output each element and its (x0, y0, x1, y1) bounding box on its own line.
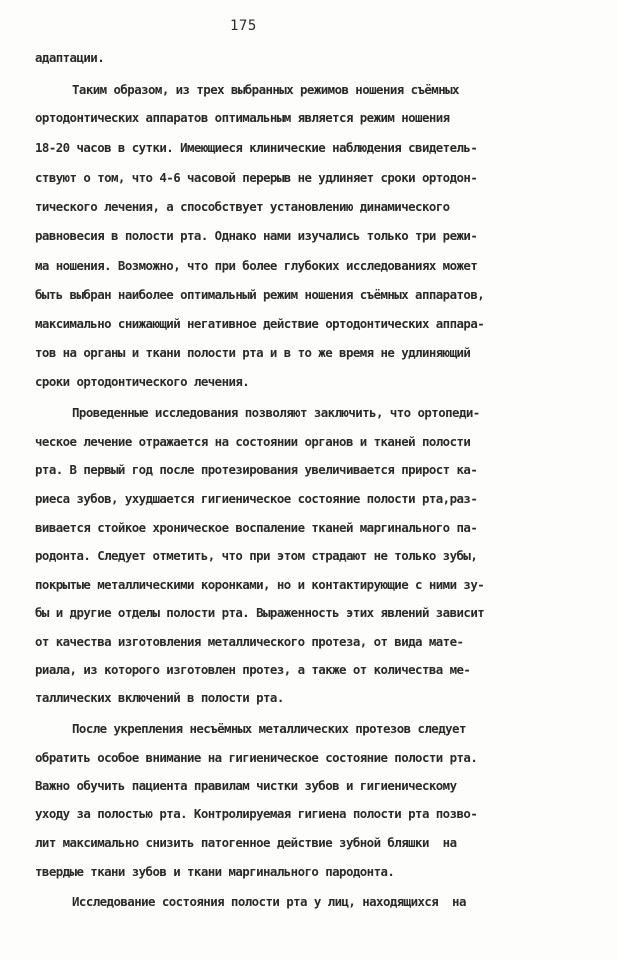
text-line: лит максимально снизить патогенное действие зубной бляшки на (35, 835, 457, 850)
text-line: бы и другие отделы полости рта. Выраженность этих явлений зависит (35, 605, 485, 620)
text-line: быть выбран наиболее оптимальный режим ношения съёмных аппаратов, (35, 287, 485, 302)
text-line: покрытые металлическими коронками, но и контактирующие с ними зу- (35, 577, 485, 592)
text-line: адаптации. (35, 50, 105, 65)
text-line: уходу за полостью рта. Контролируемая гигиена полости рта позво- (35, 806, 478, 821)
text-line: После укрепления несъёмных металлических протезов следует (72, 721, 466, 736)
text-line: таллических включений в полости рта. (35, 690, 284, 705)
page-number: 175 (230, 18, 257, 34)
text-line: твердые ткани зубов и ткани маргинального пародонта. (35, 864, 395, 879)
text-line: ма ношения. Возможно, что при более глубоких исследованиях может (35, 258, 478, 273)
text-line: тического лечения, а способствует установлению динамического (35, 199, 450, 214)
text-line: Важно обучить пациента правилам чистки зубов и гигиеническому (35, 778, 457, 793)
text-line: 18-20 часов в сутки. Имеющиеся клинические наблюдения свидетель- (35, 140, 478, 155)
text-line: от качества изготовления металлического протеза, от вида мате- (35, 634, 464, 649)
text-line: равновесия в полости рта. Однако нами изучались только три режи- (35, 228, 478, 243)
text-line: родонта. Следует отметить, что при этом страдают не только зубы, (35, 548, 478, 563)
text-line: риеса зубов, ухудшается гигиеническое состояние полости рта,раз- (35, 491, 478, 506)
text-line: тов на органы и ткани полости рта и в то же время не удлиняющий (35, 345, 471, 360)
text-line: рта. В первый год после протезирования увеличивается прирост ка- (35, 462, 478, 477)
text-line: Таким образом, из трех выбранных режимов ношения съёмных (72, 82, 459, 97)
text-line: сроки ортодонтического лечения. (35, 374, 250, 389)
text-line: риала, из которого изготовлен протез, а также от количества ме- (35, 662, 471, 677)
text-line: вивается стойкое хроническое воспаление тканей маргинального па- (35, 520, 478, 535)
text-line: максимально снижающий негативное действие ортодонтических аппара- (35, 316, 485, 331)
text-line: ствуют о том, что 4-6 часовой перерыв не удлиняет сроки ортодон- (35, 170, 478, 185)
text-line: Исследование состояния полости рта у лиц, находящихся на (72, 894, 466, 909)
text-line: ортодонтических аппаратов оптимальным является режим ношения (35, 110, 450, 125)
text-line: обратить особое внимание на гигиеническое состояние полости рта. (35, 750, 478, 765)
text-line: ческое лечение отражается на состоянии органов и тканей полости (35, 434, 471, 449)
text-line: Проведенные исследования позволяют заключить, что ортопеди- (72, 405, 480, 420)
